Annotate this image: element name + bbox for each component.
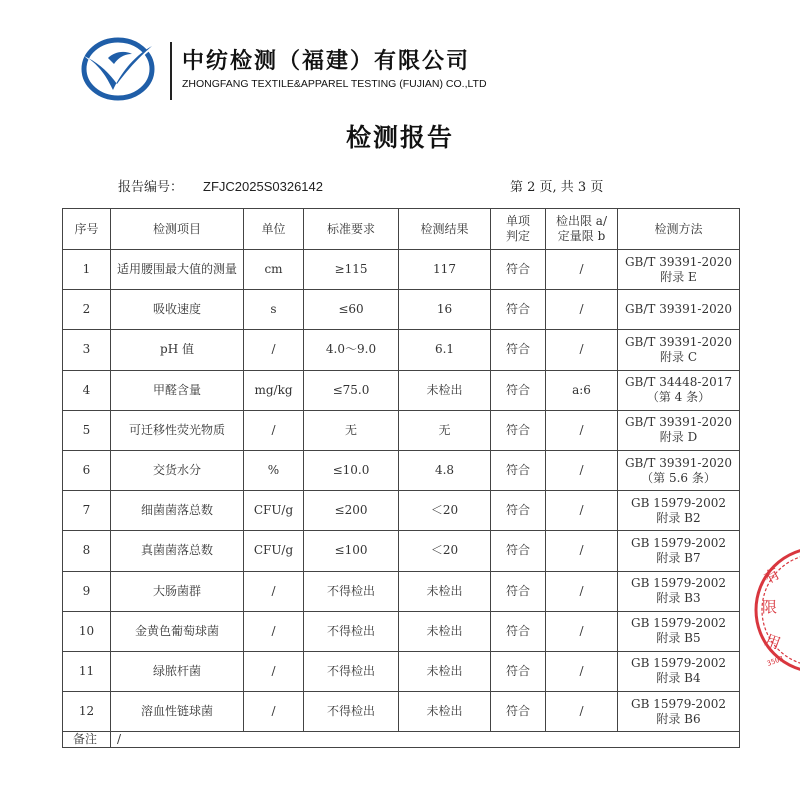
method-clause: 附录 B5: [656, 631, 701, 646]
cell-judgement: 符合: [491, 491, 546, 531]
test-results-table: [62, 208, 740, 748]
cell-item: 真菌菌落总数: [111, 531, 244, 571]
svg-text:限: 限: [762, 598, 778, 616]
cell-result: 未检出: [399, 692, 491, 732]
cell-limit: /: [546, 651, 618, 691]
cell-result: 16: [399, 290, 491, 330]
svg-text:用: 用: [762, 630, 783, 653]
cell-requirement: ≤200: [304, 491, 399, 531]
table-row: [63, 250, 740, 290]
cell-item: pH 值: [111, 330, 244, 370]
cell-method: [618, 611, 740, 651]
cell-item: 吸收速度: [111, 290, 244, 330]
cell-seq: 5: [63, 410, 111, 450]
cell-unit: /: [244, 651, 304, 691]
cell-judgement: 符合: [491, 410, 546, 450]
cell-result: 未检出: [399, 571, 491, 611]
table-row: [63, 531, 740, 571]
method-clause: 附录 B7: [656, 550, 701, 565]
method-standard: GB 15979-2002: [631, 616, 726, 631]
method-standard: GB 15979-2002: [631, 576, 726, 591]
table-row: [63, 410, 740, 450]
table-row: [63, 611, 740, 651]
cell-requirement: 无: [304, 410, 399, 450]
remark-row: [63, 732, 740, 748]
cell-requirement: ≥115: [304, 250, 399, 290]
svg-text:3503: 3503: [765, 654, 785, 668]
cell-seq: 8: [63, 531, 111, 571]
method-standard: GB/T 39391-2020: [624, 302, 733, 317]
cell-result: 无: [399, 410, 491, 450]
cell-judgement: 符合: [491, 290, 546, 330]
cell-method: [618, 651, 740, 691]
report-title: 检测报告: [345, 123, 454, 152]
cell-item: 交货水分: [111, 450, 244, 490]
header-method: 检测方法: [618, 209, 740, 250]
cell-requirement: ≤60: [304, 290, 399, 330]
table-header-row: [63, 209, 740, 250]
header-result: 检测结果: [399, 209, 491, 250]
zhongfang-logo-icon: [78, 36, 158, 102]
cell-judgement: 符合: [491, 611, 546, 651]
method-clause: 附录 C: [660, 349, 697, 364]
cell-limit: /: [546, 571, 618, 611]
header-limit: [546, 209, 618, 250]
cell-method: [618, 450, 740, 490]
header-unit: 单位: [244, 209, 304, 250]
cell-requirement: 不得检出: [304, 611, 399, 651]
cell-requirement: 4.0～9.0: [304, 330, 399, 370]
page-info: 第 2 页, 共 3 页: [510, 180, 604, 195]
method-clause: 附录 B2: [656, 510, 701, 525]
method-clause: 附录 B6: [656, 711, 701, 726]
cell-judgement: 符合: [491, 450, 546, 490]
header-limit-line1: 检出限 a/: [555, 214, 607, 228]
cell-requirement: 不得检出: [304, 651, 399, 691]
method-standard: GB/T 34448-2017: [624, 375, 733, 390]
method-clause: 附录 B4: [656, 671, 701, 686]
cell-seq: 4: [63, 370, 111, 410]
cell-seq: 3: [63, 330, 111, 370]
cell-unit: /: [244, 410, 304, 450]
cell-result: ＜20: [399, 491, 491, 531]
method-clause: 附录 E: [660, 269, 697, 284]
method-clause: 附录 B3: [656, 591, 701, 606]
table-row: [63, 330, 740, 370]
cell-unit: s: [244, 290, 304, 330]
cell-limit: /: [546, 250, 618, 290]
table-row: [63, 450, 740, 490]
cell-item: 可迁移性荧光物质: [111, 410, 244, 450]
cell-unit: /: [244, 330, 304, 370]
method-standard: GB 15979-2002: [631, 495, 726, 510]
cell-result: 未检出: [399, 611, 491, 651]
cell-result: ＜20: [399, 531, 491, 571]
table-row: [63, 370, 740, 410]
cell-method: [618, 370, 740, 410]
cell-item: 金黄色葡萄球菌: [111, 611, 244, 651]
cell-judgement: 符合: [491, 571, 546, 611]
cell-seq: 9: [63, 571, 111, 611]
cell-seq: 6: [63, 450, 111, 490]
method-standard: GB 15979-2002: [631, 696, 726, 711]
cell-limit: a:6: [546, 370, 618, 410]
header-divider: [170, 42, 172, 100]
header-requirement: 标准要求: [304, 209, 399, 250]
method-clause: （第 4 条）: [646, 390, 711, 405]
cell-requirement: ≤75.0: [304, 370, 399, 410]
cell-result: 117: [399, 250, 491, 290]
table-row: [63, 290, 740, 330]
header-limit-line2: 定量限 b: [557, 229, 606, 243]
cell-unit: /: [244, 571, 304, 611]
cell-limit: /: [546, 290, 618, 330]
header-judgement: [491, 209, 546, 250]
red-seal-stamp-icon: [754, 540, 800, 680]
header-item: 检测项目: [111, 209, 244, 250]
cell-requirement: 不得检出: [304, 571, 399, 611]
cell-limit: /: [546, 531, 618, 571]
cell-item: 细菌菌落总数: [111, 491, 244, 531]
cell-item: 大肠菌群: [111, 571, 244, 611]
cell-limit: /: [546, 450, 618, 490]
remark-value: /: [111, 732, 740, 748]
company-name-en: ZHONGFANG TEXTILE&APPAREL TESTING (FUJIAN) CO.,LTD: [182, 78, 487, 90]
cell-judgement: 符合: [491, 330, 546, 370]
cell-method: [618, 692, 740, 732]
table-row: [63, 571, 740, 611]
cell-item: 甲醛含量: [111, 370, 244, 410]
cell-method: [618, 290, 740, 330]
cell-seq: 7: [63, 491, 111, 531]
cell-seq: 12: [63, 692, 111, 732]
cell-judgement: 符合: [491, 531, 546, 571]
cell-unit: mg/kg: [244, 370, 304, 410]
cell-requirement: ≤100: [304, 531, 399, 571]
table-row: [63, 491, 740, 531]
method-clause: （第 5.6 条）: [641, 470, 716, 485]
cell-limit: /: [546, 692, 618, 732]
cell-result: 6.1: [399, 330, 491, 370]
cell-item: 溶血性链球菌: [111, 692, 244, 732]
cell-method: [618, 330, 740, 370]
method-standard: GB 15979-2002: [631, 535, 726, 550]
cell-seq: 11: [63, 651, 111, 691]
table-row: [63, 651, 740, 691]
cell-limit: /: [546, 410, 618, 450]
company-name-cn: 中纺检测（福建）有限公司: [182, 49, 471, 74]
cell-requirement: ≤10.0: [304, 450, 399, 490]
cell-judgement: 符合: [491, 692, 546, 732]
cell-method: [618, 571, 740, 611]
cell-result: 未检出: [399, 370, 491, 410]
header-judgement-line2: 判定: [505, 229, 530, 243]
cell-item: 适用腰围最大值的测量: [111, 250, 244, 290]
cell-method: [618, 250, 740, 290]
cell-limit: /: [546, 491, 618, 531]
method-standard: GB 15979-2002: [631, 656, 726, 671]
method-standard: GB/T 39391-2020: [624, 415, 733, 430]
cell-unit: /: [244, 692, 304, 732]
header-judgement-line1: 单项: [505, 214, 530, 228]
cell-method: [618, 491, 740, 531]
cell-unit: cm: [244, 250, 304, 290]
cell-judgement: 符合: [491, 651, 546, 691]
cell-seq: 2: [63, 290, 111, 330]
method-standard: GB/T 39391-2020: [624, 455, 733, 470]
report-number-label: 报告编号：: [118, 180, 184, 195]
report-number-value: ZFJC2025S0326142: [203, 179, 323, 194]
cell-result: 4.8: [399, 450, 491, 490]
header-seq: 序号: [63, 209, 111, 250]
method-clause: 附录 D: [659, 430, 698, 445]
cell-unit: %: [244, 450, 304, 490]
report-header: [78, 32, 598, 112]
cell-unit: CFU/g: [244, 491, 304, 531]
cell-limit: /: [546, 611, 618, 651]
report-number: [118, 176, 323, 195]
cell-limit: /: [546, 330, 618, 370]
svg-text:有: 有: [761, 564, 784, 588]
cell-unit: CFU/g: [244, 531, 304, 571]
cell-result: 未检出: [399, 651, 491, 691]
cell-judgement: 符合: [491, 370, 546, 410]
table-row: [63, 692, 740, 732]
cell-item: 绿脓杆菌: [111, 651, 244, 691]
cell-unit: /: [244, 611, 304, 651]
remark-label: 备注: [63, 732, 111, 748]
cell-requirement: 不得检出: [304, 692, 399, 732]
method-standard: GB/T 39391-2020: [624, 334, 733, 349]
method-standard: GB/T 39391-2020: [624, 254, 733, 269]
cell-method: [618, 410, 740, 450]
cell-seq: 10: [63, 611, 111, 651]
cell-seq: 1: [63, 250, 111, 290]
cell-method: [618, 531, 740, 571]
cell-judgement: 符合: [491, 250, 546, 290]
